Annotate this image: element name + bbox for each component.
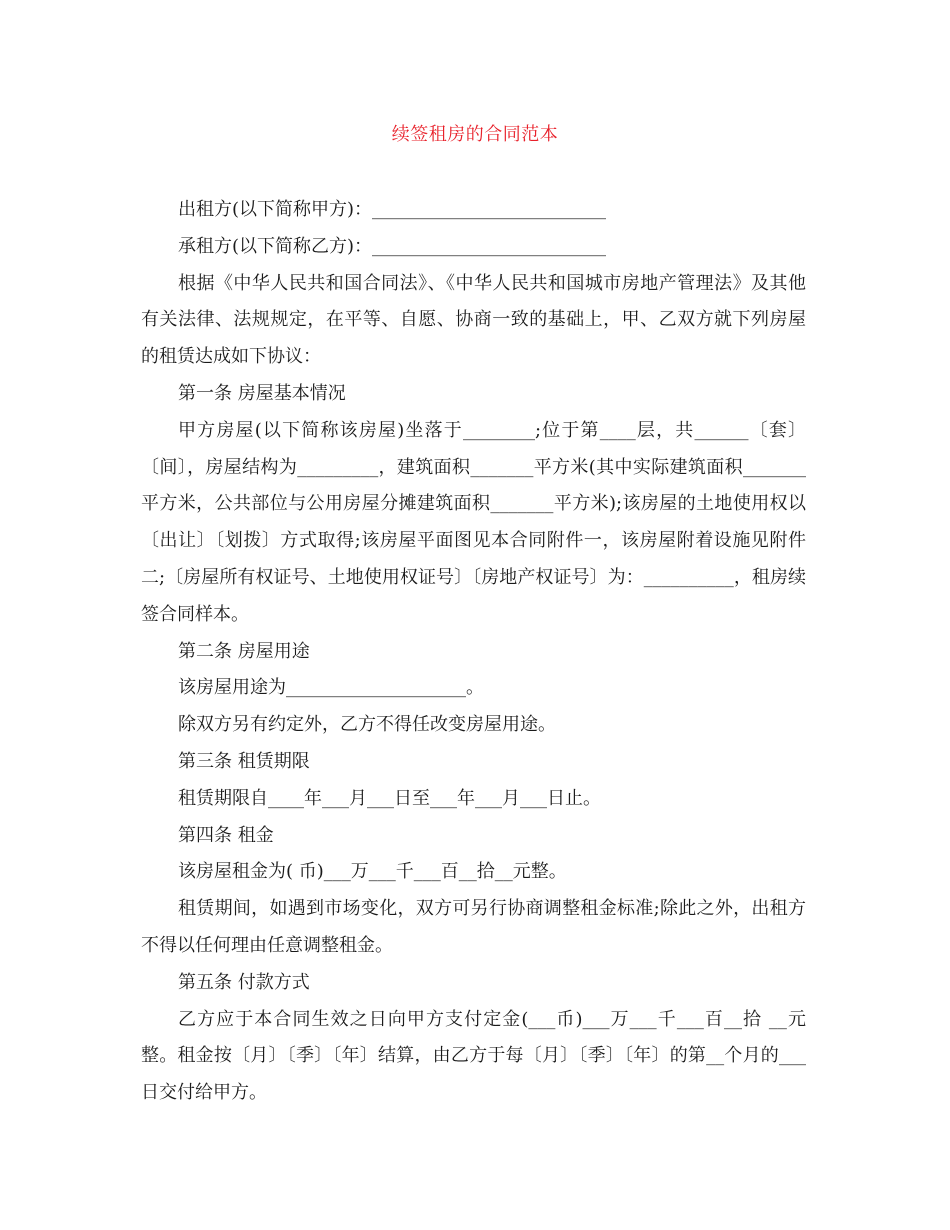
article-1-heading: 第一条 房屋基本情况 xyxy=(178,382,346,404)
article-1-paragraph: 甲方房屋(以下简称该房屋)坐落于________;位于第____层，共______〔套〕〔间〕，房屋结构为_________，建筑面积_______平方米(其中实际建筑面积_______平方米，公共部位与公用房屋分摊建筑面积_______平方米);该房屋的土地使用权以〔出让〕〔划拨〕方式取得;该房屋平面图见本合同附件一，该房屋附着设施见附件二;〔房屋所有权证号、土地使用权证号〕〔房地产权证号〕为：__________，租房续签合同样本。 xyxy=(141,419,806,625)
article-5-payment-paragraph: 乙方应于本合同生效之日向甲方支付定金(___币)___万___千___百__拾 __元整。租金按〔月〕〔季〕〔年〕结算，由乙方于每〔月〕〔季〕〔年〕的第__个月的___日交付给甲方。 xyxy=(141,1008,806,1104)
party-b-line: 承租方(以下简称乙方)：__________________________ xyxy=(178,235,607,257)
party-a-line: 出租方(以下简称甲方)：__________________________ xyxy=(178,199,607,220)
article-4-rent-line: 该房屋租金为( 币)___万___千___百__拾__元整。 xyxy=(178,861,567,883)
article-3-heading: 第三条 租赁期限 xyxy=(178,750,310,772)
article-4-heading: 第四条 租金 xyxy=(178,824,274,846)
article-4-adjustment-paragraph: 租赁期间，如遇到市场变化，双方可另行协商调整租金标准;除此之外，出租方不得以任何理由任意调整租金。 xyxy=(141,898,806,956)
article-2-restriction-line: 除双方另有约定外，乙方不得任改变房屋用途。 xyxy=(178,714,556,736)
article-2-usage-line: 该房屋用途为____________________。 xyxy=(178,677,484,699)
document-title: 续签租房的合同范本 xyxy=(391,124,559,145)
preamble-paragraph: 根据《中华人民共和国合同法》、《中华人民共和国城市房地产管理法》及其他有关法律、法规规定，在平等、自愿、协商一致的基础上，甲、乙双方就下列房屋的租赁达成如下协议： xyxy=(141,272,806,368)
article-3-term-line: 租赁期限自____年___月___日至___年___月___日止。 xyxy=(178,787,601,809)
article-5-heading: 第五条 付款方式 xyxy=(178,971,310,993)
document-body xyxy=(141,192,806,1112)
article-2-heading: 第二条 房屋用途 xyxy=(178,640,310,662)
